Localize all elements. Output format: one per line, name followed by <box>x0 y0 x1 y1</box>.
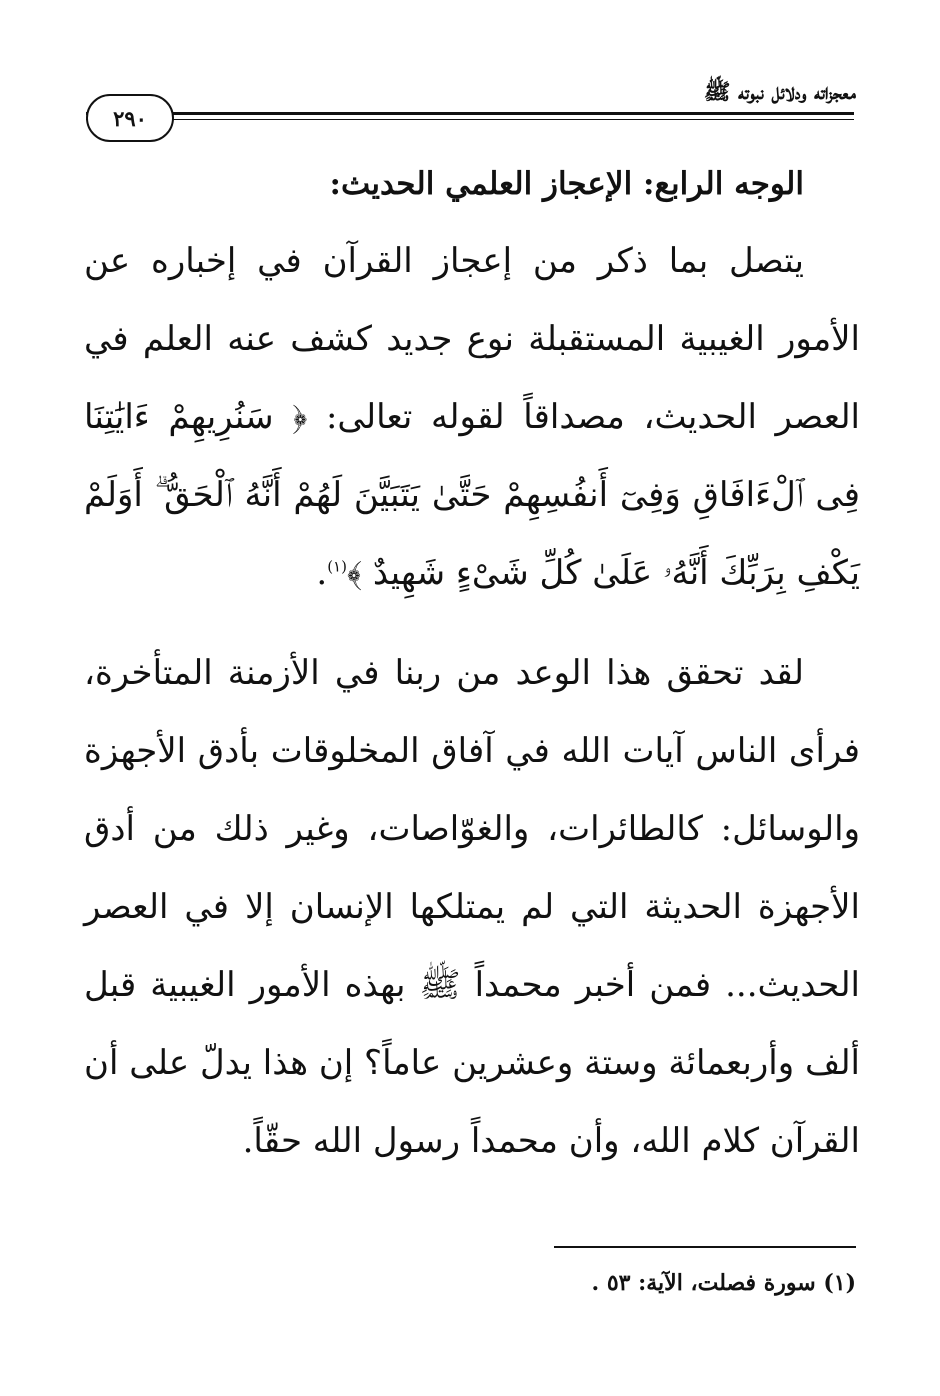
section-heading: الوجه الرابع: الإعجاز العلمي الحديث: <box>329 166 804 202</box>
footnote-marker-1: (١) <box>327 557 347 576</box>
paragraph-1 <box>84 222 860 612</box>
footnote-1: (١) سورة فصلت، الآية: ٥٣ . <box>591 1270 856 1296</box>
footnote-divider <box>554 1246 856 1248</box>
header-rule-thick <box>86 112 854 115</box>
paragraph-2: لقد تحقق هذا الوعد من ربنا في الأزمنة المتأخرة، فرأى الناس آيات الله في آفاق المخلوقات بأدق الأجهزة والوسائل: كالطائرات، والغوّاصات، وغير ذلك من أدق الأجهزة الحديثة التي لم يمتلكها الإنسان إلا في العصر الحديث... فمن أخبر محمداً ﷺ بهذه الأمور الغيبية قبل ألف وأربعمائة وستة وعشرين عاماً؟ إن هذا يدلّ على أن القرآن كلام الله، وأن محمداً رسول الله حقّاً. <box>84 653 860 1161</box>
paragraph-1-end: . <box>316 553 328 593</box>
page-number: ٢٩٠ <box>86 94 174 142</box>
header-rule-thin <box>86 119 854 120</box>
paragraph-1-text: يتصل بما ذكر من إعجاز القرآن في إخباره عن الأمور الغيبية المستقبلة نوع جديد كشف عنه العلم في العصر الحديث، مصداقاً لقوله تعالى: ﴿ سَنُرِيهِمْ ءَايَٰتِنَا فِى ٱلْءَافَاقِ وَفِىٓ أَنفُسِهِمْ حَتَّىٰ يَتَبَيَّنَ لَهُمْ أَنَّهُ ٱلْحَقُّ ۗ أَوَلَمْ يَكْفِ بِرَبِّكَ أَنَّهُۥ عَلَىٰ كُلِّ شَىْءٍ شَهِيدٌ ﴾ <box>84 241 860 593</box>
running-title: معجزاته ودلائل نبوته ﷺ <box>703 79 856 105</box>
main-content <box>84 158 860 1180</box>
